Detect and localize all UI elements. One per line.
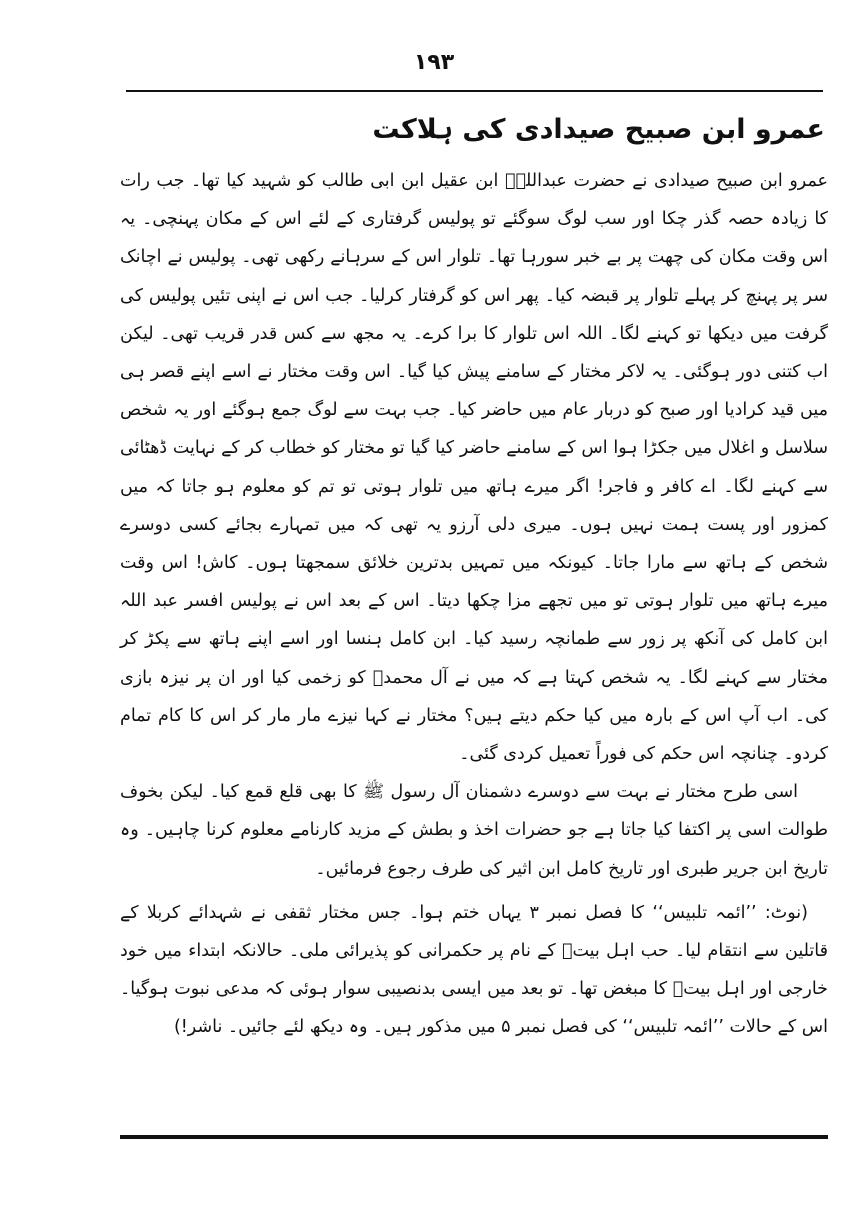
body-text <box>120 162 828 1047</box>
paragraph-1: عمرو ابن صبیح صیدادی نے حضرت عبداللہؑ ابن عقیل ابن ابی طالب کو شہید کیا تھا۔ جب رات کا زیادہ حصہ گذر چکا اور سب لوگ سوگئے تو پولیس گرفتاری کے لئے اس کے مکان پہنچی۔ یہ اس وقت مکان کی چھت پر بے خبر سورہا تھا۔ تلوار اس کے سرہانے رکھی تھی۔ پولیس نے اچانک سر پر پہنچ کر پہلے تلوار پر قبضہ کیا۔ پھر اس کو گرفتار کرلیا۔ جب اس نے اپنی تئیں پولیس کی گرفت میں دیکھا تو کہنے لگا۔ اللہ اس تلوار کا برا کرے۔ یہ مجھ سے کس قدر قریب تھی۔ لیکن اب کتنی دور ہوگئی۔ یہ لاکر مختار کے سامنے پیش کیا گیا۔ اس وقت مختار نے اسے اپنے قصر ہی میں قید کرادیا اور صبح کو دربار عام میں حاضر کیا۔ جب بہت سے لوگ جمع ہوگئے اور یہ شخص سلاسل و اغلال میں جکڑا ہوا اس کے سامنے حاضر کیا گیا تو مختار کو خطاب کر کے نہایت ڈھٹائی سے کہنے لگا۔ اے کافر و فاجر! اگر میرے ہاتھ میں تلوار ہوتی تو تم کو معلوم ہو جاتا کہ میں کمزور اور پست ہمت نہیں ہوں۔ میری دلی آرزو یہ تھی کہ میں تمہارے بجائے کسی دوسرے شخص کے ہاتھ سے مارا جاتا۔ کیونکہ میں تمہیں بدترین خلائق سمجھتا ہوں۔ کاش! اس وقت میرے ہاتھ میں تلوار ہوتی تو میں تجھے مزا چکھا دیتا۔ اس کے بعد اس نے پولیس افسر عبد اللہ ابن کامل کی آنکھ پر زور سے طمانچہ رسید کیا۔ ابن کامل ہنسا اور اسے اپنے ہاتھ سے پکڑ کر مختار سے کہنے لگا۔ یہ شخص کہتا ہے کہ میں نے آل محمدؐ کو زخمی کیا اور ان پر نیزہ بازی کی۔ اب آپ اس کے بارہ میں کیا حکم دیتے ہیں؟ مختار نے کہا نیزے مار مار کر اس کا کام تمام کردو۔ چنانچہ اس حکم کی فوراً تعمیل کردی گئی۔ <box>120 171 828 765</box>
publisher-note: (نوٹ: ’’ائمہ تلبیس‘‘ کا فصل نمبر ۳ یہاں ختم ہوا۔ جس مختار ثقفی نے شہدائے کربلا کے قاتلین سے انتقام لیا۔ حب اہل بیتؑ کے نام پر حکمرانی کو پذیرائی ملی۔ حالانکہ ابتداء میں خود خارجی اور اہل بیتؑ کا مبغض تھا۔ تو بعد میں ایسی بدنصیبی سوار ہوئی کہ مدعی نبوت ہوگیا۔ اس کے حالات ’’ائمہ تلبیس‘‘ کی فصل نمبر ۵ میں مذکور ہیں۔ وہ دیکھ لئے جائیں۔ ناشر!) <box>120 902 828 1038</box>
section-heading: عمرو ابن صبیح صیدادی کی ہلاکت <box>372 114 825 145</box>
header-divider <box>126 90 823 92</box>
page-number: ۱۹۳ <box>413 50 455 75</box>
footer-divider <box>120 1135 828 1139</box>
paragraph-2: اسی طرح مختار نے بہت سے دوسرے دشمنان آل رسول ﷺ کا بھی قلع قمع کیا۔ لیکن بخوف طوالت اسی پر اکتفا کیا جاتا ہے جو حضرات اخذ و بطش کے مزید کارنامے معلوم کرنا چاہیں۔ وہ تاریخ ابن جریر طبری اور تاریخ کامل ابن اثیر کی طرف رجوع فرمائیں۔ <box>120 782 828 879</box>
